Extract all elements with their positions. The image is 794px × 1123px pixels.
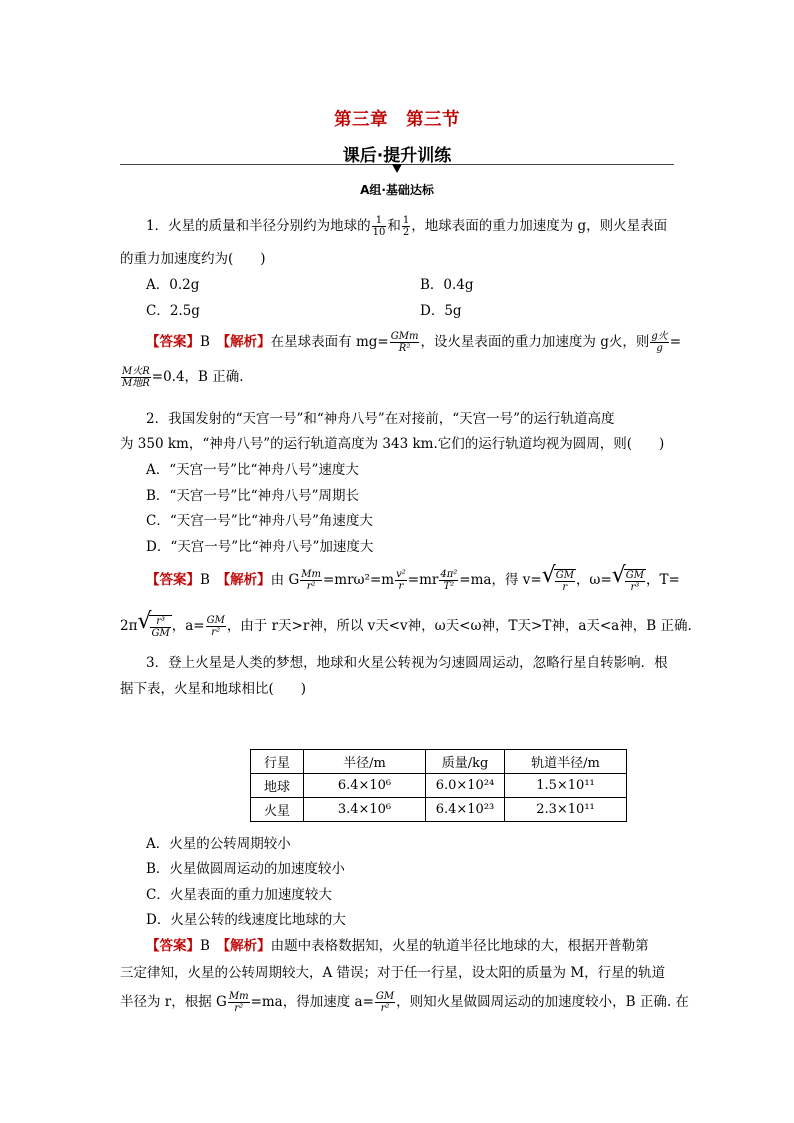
q1-option-b: B．0.4g: [420, 277, 474, 293]
table-cell: 地球: [251, 774, 304, 798]
q1-stem-line1: 1．火星的质量和半径分别约为地球的 $\frac{1}{10}$ 和 $\frac{1}{2}$ ，地球表面的重力加速度为 g，则火星表面: [146, 215, 668, 238]
sqrt: √ $\frac{GM}{r}$: [542, 569, 576, 593]
q1-analysis-line2: $\frac{\text{M火R}}{\text{M地R}}$ =0.4，B 正确.: [122, 366, 244, 389]
q2-option-c: C．“天宫一号”比“神舟八号”角速度大: [146, 513, 373, 529]
q3-stem-line1: 3．登上火星是人类的梦想，地球和火星公转视为匀速圆周运动，忽略行星自转影响．根: [146, 655, 668, 671]
analysis-tag: 【解析】: [223, 572, 271, 588]
answer-value: B: [200, 334, 210, 350]
q3-analysis-line3: 半径为 r，根据 G $\frac{Mm}{\text{r²}}$ =ma，得加速度 a= $\frac{GM}{\text{r²}}$ ，则知火星做圆周运动的加速度较小，B 正确. 在: [120, 991, 689, 1014]
q3-analysis-line1: 【答案】B 【解析】由题中表格数据知，火星的轨道半径比地球的大，根据开普勒第: [146, 938, 649, 954]
table-header-cell: 轨道半径/m: [505, 750, 627, 774]
q3-option-b: B．火星做圆周运动的加速度较小: [146, 861, 345, 877]
q1-option-d: D．5g: [420, 303, 462, 319]
table-cell: 1.5×10¹¹: [505, 774, 627, 798]
analysis-tag: 【解析】: [223, 938, 271, 954]
q2-stem-line2: 为 350 km，“神舟八号”的运行轨道高度为 343 km.它们的运行轨道均视为圆周，则( ): [120, 436, 665, 452]
answer-tag: 【答案】: [146, 334, 200, 350]
q2-analysis-line1: 【答案】B 【解析】由 G $\frac{Mm}{\text{r²}}$ =mrω²=m $\frac{\text{v²}}{r}$ =mr $\frac{\text{4π²}}{\text{T²}}$ =ma，得 v= √ $\frac{GM}{r}$ ，ω= √ $\frac{GM}{\text{r³}}$ ，T=: [146, 568, 680, 593]
sqrt: √ $\frac{GM}{\text{r³}}$: [612, 569, 646, 593]
table-row: [251, 798, 627, 822]
q1-option-c: C．2.5g: [146, 303, 200, 319]
q1-stem-line2: 的重力加速度约为( ): [120, 251, 266, 267]
table-cell: 6.0×10²⁴: [426, 774, 505, 798]
q3-analysis-line2: 三定律知，火星的公转周期较大，A 错误；对于任一行星，设太阳的质量为 M，行星的轨道: [120, 965, 666, 981]
q3-option-d: D．火星公转的线速度比地球的大: [146, 912, 346, 928]
table-cell: 火星: [251, 798, 304, 822]
group-heading: A组·基础达标: [360, 183, 434, 197]
triangle-marker-icon: [392, 164, 402, 173]
q2-option-a: A．“天宫一号”比“神舟八号”速度大: [146, 462, 359, 478]
answer-value: B: [200, 938, 210, 954]
table-header-row: [251, 750, 627, 774]
answer-tag: 【答案】: [146, 572, 200, 588]
q3-option-a: A．火星的公转周期较小: [146, 836, 291, 852]
table-cell: 6.4×10²³: [426, 798, 505, 822]
q2-option-d: D．“天宫一号”比“神舟八号”加速度大: [146, 539, 374, 555]
q1-analysis-line1: 【答案】B 【解析】在星球表面有 mg= $\frac{\text{GMm}}{\text{R²}}$ ，设火星表面的重力加速度为 g火，则 $\frac{\text{g火}}{g}$ =: [146, 331, 682, 354]
table-header-cell: 半径/m: [304, 750, 426, 774]
chapter-title: 第三章 第三节: [334, 110, 460, 130]
q2-option-b: B．“天宫一号”比“神舟八号”周期长: [146, 488, 360, 504]
section-subtitle: 课后·提升训练: [342, 146, 452, 166]
table-cell: 2.3×10¹¹: [505, 798, 627, 822]
table-cell: 3.4×10⁶: [304, 798, 426, 822]
q1-option-a: A．0.2g: [146, 277, 200, 293]
table-header-cell: 质量/kg: [426, 750, 505, 774]
table-header-cell: 行星: [251, 750, 304, 774]
fraction: $\frac{1}{2}$: [402, 215, 410, 238]
sqrt: √ $\frac{\text{r³}}{GM}$: [137, 615, 171, 639]
table-cell: 6.4×10⁶: [304, 774, 426, 798]
answer-value: B: [200, 572, 210, 588]
fraction: $\frac{1}{10}$: [372, 215, 386, 238]
table-row: [251, 774, 627, 798]
answer-tag: 【答案】: [146, 938, 200, 954]
q2-stem-line1: 2．我国发射的“天宫一号”和“神舟八号”在对接前，“天宫一号”的运行轨道高度: [146, 411, 615, 427]
planet-data-table: [250, 749, 627, 822]
analysis-tag: 【解析】: [223, 334, 271, 350]
q3-option-c: C．火星表面的重力加速度较大: [146, 887, 332, 903]
q3-stem-line2: 据下表，火星和地球相比( ): [120, 681, 307, 697]
q2-analysis-line2: 2π √ $\frac{\text{r³}}{GM}$ ，a= $\frac{GM}{\text{r²}}$ ，由于 r天>r神，所以 v天<v神，ω天<ω神，T天>T神，a天<a神，B 正确.: [120, 614, 692, 639]
